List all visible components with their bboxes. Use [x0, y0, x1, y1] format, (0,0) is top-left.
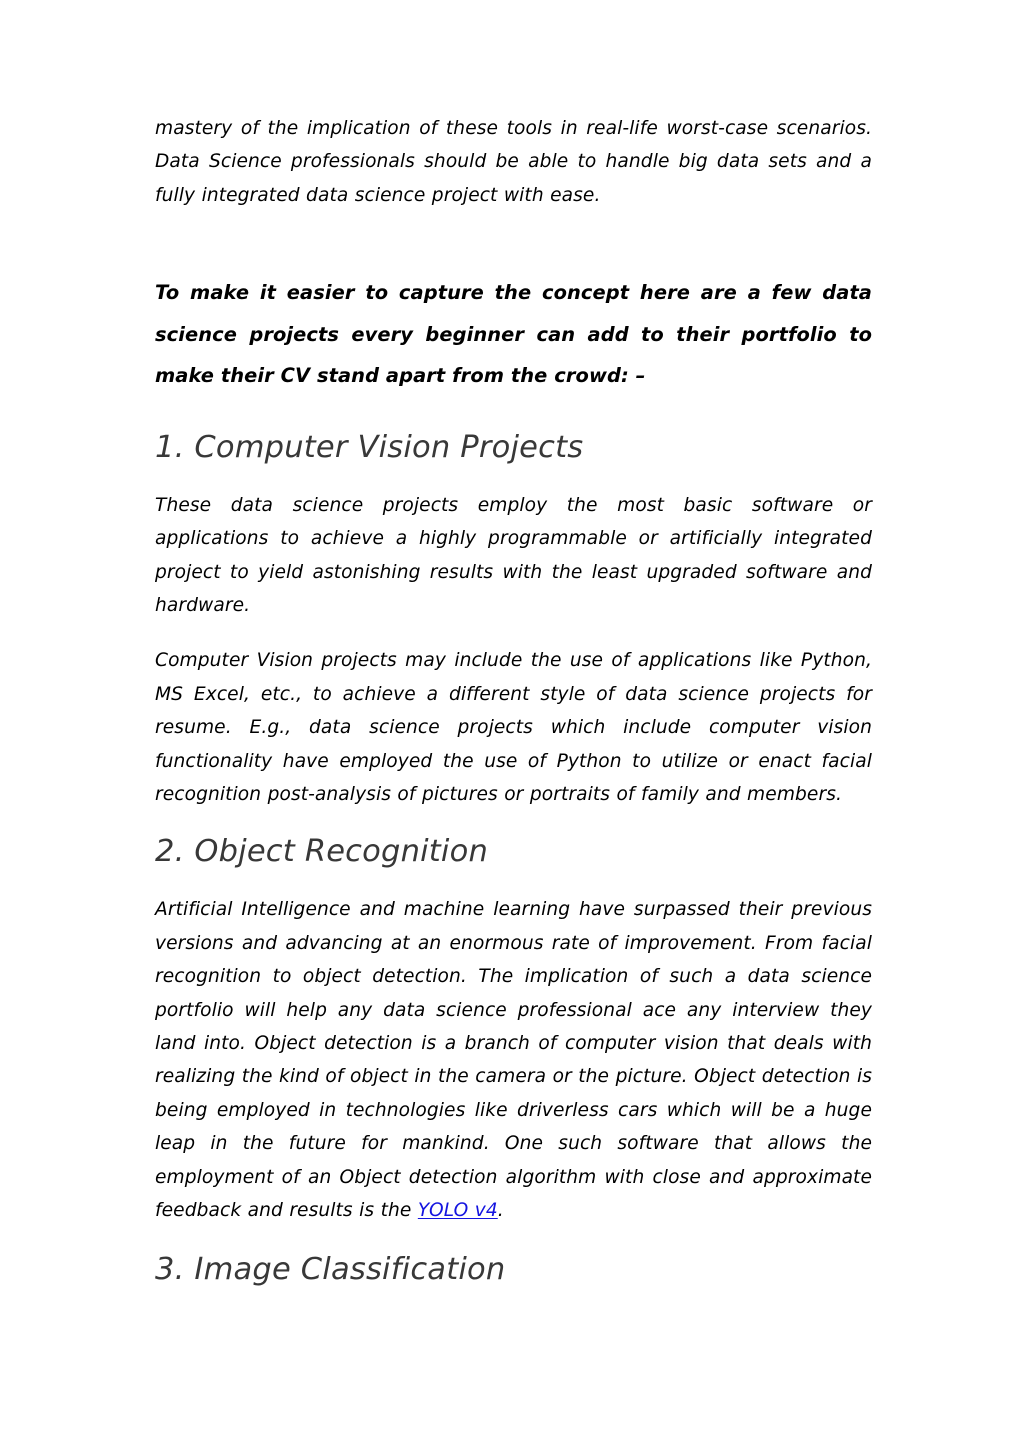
section-1-paragraph-1: These data science projects employ the most basic software or applications to achieve a highly programmable or artificially integrated project to yield astonishing results with the least upgraded software and hardware.: [155, 494, 872, 616]
section-1-paragraph-2: Computer Vision projects may include the use of applications like Python, MS Excel, etc., to achieve a different style of data science projects for resume. E.g., data science projects which include computer vision functionality have employed the use of Python to utilize or enact facial recognition post-analysis of pictures or portraits of family and members.: [155, 650, 872, 805]
lead-in-bold-paragraph: To make it easier to capture the concept here are a few data science projects every beginner can add to their portfolio to make their CV stand apart from the crowd: –: [155, 281, 872, 388]
intro-paragraph: mastery of the implication of these tools in real-life worst-case scenarios. Data Science professionals should be able to handle big data sets and a fully integrated data science project with ease.: [155, 118, 872, 206]
section-2-paragraph-1: [155, 893, 872, 1227]
section-2-text-before-link: Artificial Intelligence and machine learning have surpassed their previous versions and advancing at an enormous rate of improvement. From facial recognition to object detection. The implication of such a data science portfolio will help any data science professional ace any interview they land into. Object detection is a branch of computer vision that deals with realizing the kind of object in the camera or the picture. Object detection is being employed in technologies like driverless cars which will be a huge leap in the future for mankind. One such software that allows the employment of an Object detection algorithm with close and approximate feedback and results is the: [155, 899, 872, 1222]
section-heading-image-classification: 3. Image Classification: [155, 1252, 506, 1288]
document-content: [155, 112, 872, 1289]
section-heading-object-recognition: 2. Object Recognition: [155, 834, 488, 870]
section-heading-computer-vision-projects: 1. Computer Vision Projects: [155, 429, 584, 465]
section-2-text-after-link: .: [497, 1200, 504, 1222]
yolo-v4-link[interactable]: YOLO v4: [417, 1200, 498, 1222]
